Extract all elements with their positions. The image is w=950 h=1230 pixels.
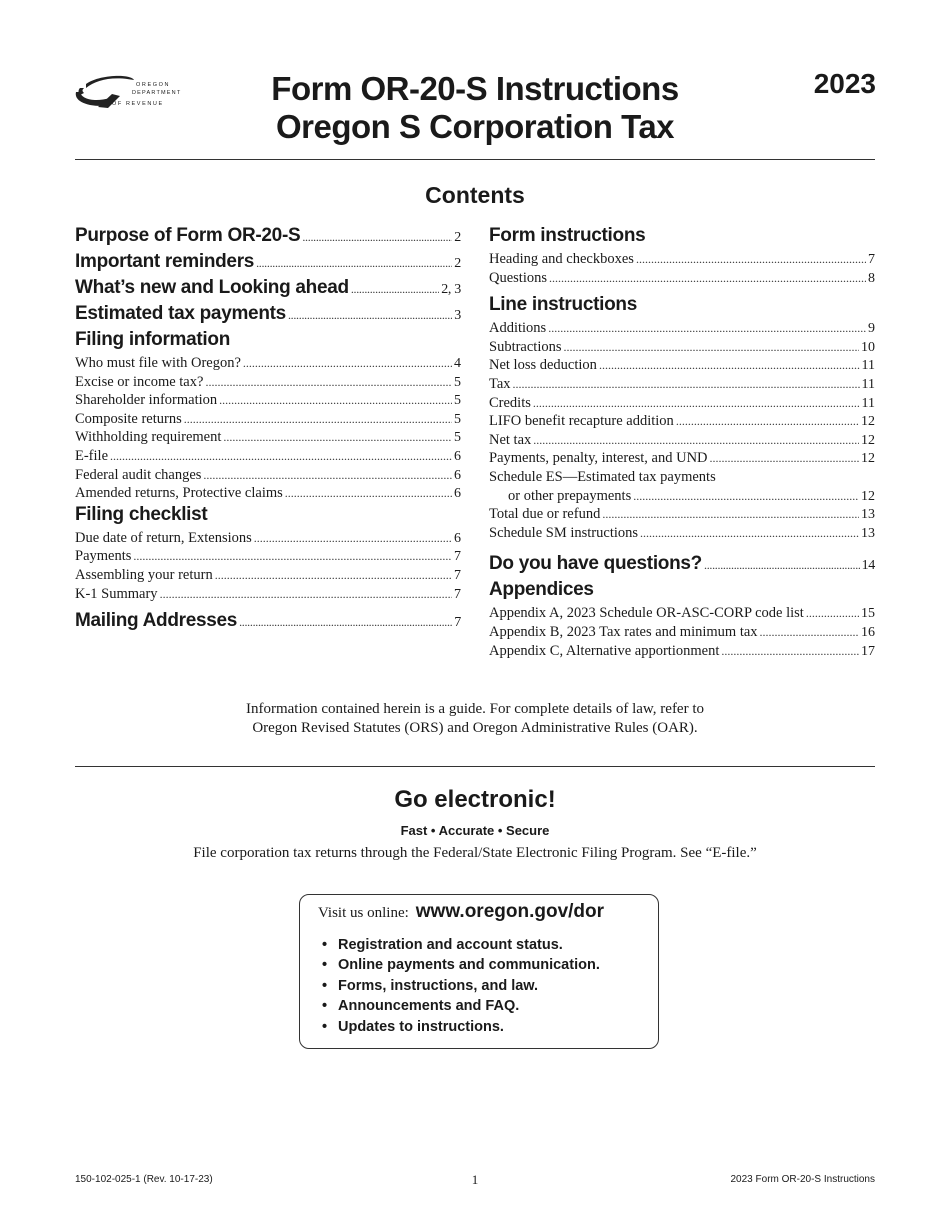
services-list <box>322 937 600 1039</box>
toc-entry[interactable] <box>75 429 461 448</box>
toc-page: 6 <box>454 530 461 546</box>
toc-page: 2 <box>454 230 461 245</box>
toc-label: Excise or income tax? <box>75 373 204 390</box>
toc-entry[interactable] <box>489 339 875 358</box>
toc-label: Withholding requirement <box>75 429 222 446</box>
toc-page: 7 <box>454 567 461 583</box>
toc-page: 5 <box>454 393 461 409</box>
dot-leader <box>806 606 859 621</box>
toc-label: Assembling your return <box>75 566 213 583</box>
toc-page: 12 <box>861 488 875 504</box>
toc-entry[interactable] <box>75 448 461 467</box>
bullet-icon: • <box>322 1018 328 1035</box>
section-heading-filing-information: Filing information <box>75 329 231 350</box>
toc-entry[interactable] <box>75 467 461 486</box>
toc-entry[interactable] <box>75 567 461 586</box>
toc-page: 7 <box>454 615 461 631</box>
toc-entry[interactable] <box>489 376 875 395</box>
toc-label: LIFO benefit recapture addition <box>489 413 674 430</box>
toc-page: 13 <box>861 525 875 541</box>
toc-page: 5 <box>454 411 461 427</box>
toc-entry[interactable] <box>489 450 875 469</box>
list-item-text: Registration and account status. <box>338 937 563 953</box>
toc-entry[interactable] <box>75 303 461 329</box>
toc-label: Federal audit changes <box>75 466 202 483</box>
title-line-2: Oregon S Corporation Tax <box>275 108 675 145</box>
list-item-text: Announcements and FAQ. <box>338 998 520 1015</box>
dot-leader <box>548 321 866 336</box>
disclaimer-line-2: Oregon Revised Statutes (ORS) and Oregon Administrative Rules (OAR). <box>252 720 698 736</box>
toc-page: 3 <box>454 308 461 323</box>
visit-line <box>318 901 604 923</box>
toc-entry[interactable] <box>75 355 461 374</box>
toc-label: Additions <box>489 320 547 337</box>
list-item <box>322 937 600 957</box>
toc-label: Mailing Addresses <box>75 610 238 632</box>
section-heading-form-instructions: Form instructions <box>489 225 646 246</box>
toc-label: Appendix B, 2023 Tax rates and minimum tax <box>489 623 758 640</box>
dot-leader <box>721 644 859 659</box>
dot-leader <box>640 526 859 541</box>
toc-entry[interactable] <box>75 586 461 605</box>
toc-page: 9 <box>868 321 875 337</box>
dot-leader <box>351 282 439 297</box>
toc-entry[interactable] <box>489 413 875 432</box>
toc-label: or other prepayments <box>508 487 632 504</box>
tax-year: 2023 <box>813 68 876 99</box>
footer-page-number: 1 <box>471 1172 479 1187</box>
toc-entry[interactable] <box>75 485 461 504</box>
toc-label: Net loss deduction <box>489 357 597 374</box>
dot-leader <box>288 308 452 323</box>
footer-document-name: 2023 Form OR-20-S Instructions <box>730 1174 875 1185</box>
toc-label: Do you have questions? <box>489 553 702 575</box>
section-heading-line-instructions: Line instructions <box>489 294 637 316</box>
dot-leader <box>599 358 860 373</box>
toc-label: Credits <box>489 394 531 411</box>
go-electronic-tagline: Fast • Accurate • Secure <box>400 823 550 838</box>
toc-entry[interactable] <box>489 432 875 451</box>
section-heading-appendices: Appendices <box>489 579 594 601</box>
dot-leader <box>760 625 859 640</box>
toc-label: Amended returns, Protective claims <box>75 485 283 502</box>
toc-entry[interactable] <box>489 270 875 289</box>
dot-leader <box>710 451 859 466</box>
toc-page: 6 <box>454 467 461 483</box>
toc-entry[interactable] <box>489 357 875 376</box>
toc-label: Net tax <box>489 431 532 448</box>
dot-leader <box>219 393 452 408</box>
list-item <box>322 998 600 1018</box>
toc-label: Questions <box>489 269 547 286</box>
dot-leader <box>513 377 860 392</box>
toc-page: 11 <box>861 376 875 392</box>
toc-entry[interactable] <box>489 553 875 579</box>
toc-left-column <box>75 225 461 636</box>
toc-page: 10 <box>861 339 875 355</box>
toc-label: Total due or refund <box>489 506 601 523</box>
logo-text-line1: OREGON <box>136 82 171 88</box>
dot-leader <box>203 468 452 483</box>
dot-leader <box>549 271 866 286</box>
logo-text-line2: DEPARTMENT <box>132 90 182 96</box>
toc-entry[interactable] <box>75 374 461 393</box>
toc-label: K-1 Summary <box>75 585 158 602</box>
toc-entry[interactable] <box>489 605 875 624</box>
toc-entry[interactable] <box>75 251 461 277</box>
header-divider <box>75 159 875 160</box>
logo-text-line3: OF REVENUE <box>112 101 164 107</box>
toc-page: 8 <box>868 270 875 286</box>
contents-heading: Contents <box>425 182 525 208</box>
section-divider <box>75 766 875 767</box>
toc-page: 12 <box>861 451 875 467</box>
toc-page: 16 <box>861 624 875 640</box>
toc-entry[interactable] <box>75 392 461 411</box>
bullet-icon: • <box>322 957 328 974</box>
toc-entry[interactable] <box>75 610 461 636</box>
dot-leader <box>633 489 859 504</box>
toc-label: Shareholder information <box>75 392 218 409</box>
dot-leader <box>256 256 452 271</box>
dot-leader <box>254 531 452 546</box>
dot-leader <box>564 340 860 355</box>
disclaimer <box>75 700 875 738</box>
online-info-box <box>299 894 659 1049</box>
list-item <box>322 1019 600 1039</box>
toc-entry[interactable] <box>489 251 875 270</box>
toc-entry[interactable] <box>75 411 461 430</box>
dot-leader <box>533 396 860 411</box>
toc-entry[interactable] <box>489 488 875 507</box>
toc-page: 13 <box>861 507 875 523</box>
toc-entry[interactable] <box>489 506 875 525</box>
toc-label: Appendix C, Alternative apportionment <box>489 642 720 659</box>
toc-page: 11 <box>861 395 875 411</box>
toc-label: Heading and checkboxes <box>489 251 634 267</box>
toc-label: Composite returns <box>75 410 182 427</box>
dot-leader <box>602 507 859 522</box>
toc-page: 11 <box>861 358 875 374</box>
toc-page: 2 <box>454 256 461 271</box>
dot-leader <box>533 433 859 448</box>
list-item-text: Updates to instructions. <box>338 1018 504 1035</box>
bullet-icon: • <box>322 977 328 994</box>
list-item <box>322 978 600 998</box>
list-item-text: Forms, instructions, and law. <box>338 977 539 994</box>
visit-label: Visit us online: <box>318 905 409 921</box>
toc-page: 15 <box>861 606 875 622</box>
toc-page: 12 <box>861 432 875 448</box>
toc-entry[interactable] <box>75 225 461 251</box>
toc-label: Appendix A, 2023 Schedule OR-ASC-CORP code list <box>489 605 804 622</box>
go-electronic-title: Go electronic! <box>394 786 556 813</box>
toc-label: What’s new and Looking ahead <box>75 277 349 298</box>
toc-label: Schedule SM instructions <box>489 524 639 541</box>
toc-page: 4 <box>454 356 461 371</box>
title-line-1: Form OR-20-S Instructions <box>271 70 679 107</box>
toc-label: Purpose of Form OR-20-S <box>75 225 301 246</box>
toc-label: Tax <box>489 375 511 392</box>
toc-page: 7 <box>454 549 461 565</box>
toc-right-column <box>489 225 875 661</box>
toc-label: Payments, penalty, interest, and UND <box>489 450 708 467</box>
toc-entry[interactable] <box>489 624 875 643</box>
dot-leader <box>160 587 452 602</box>
dot-leader <box>704 558 860 573</box>
toc-entry[interactable] <box>489 320 875 339</box>
dot-leader <box>110 449 452 464</box>
dot-leader <box>215 568 452 583</box>
toc-label: E-file <box>75 447 109 464</box>
list-item <box>322 957 600 977</box>
section-heading-filing-checklist: Filing checklist <box>75 503 208 525</box>
dot-leader <box>302 230 452 245</box>
toc-entry[interactable] <box>489 395 875 414</box>
dot-leader <box>184 412 452 427</box>
dot-leader <box>239 615 452 630</box>
toc-page: 6 <box>454 448 461 464</box>
dot-leader <box>636 252 866 267</box>
toc-page: 12 <box>861 414 875 430</box>
dot-leader <box>205 375 452 390</box>
go-electronic-description: File corporation tax returns through the Federal/State Electronic Filing Program. See “E-file.” <box>193 845 757 861</box>
spacer <box>489 543 875 553</box>
toc-page: 7 <box>868 252 875 267</box>
dot-leader <box>676 414 859 429</box>
toc-entry[interactable] <box>489 525 875 544</box>
dot-leader <box>223 430 452 445</box>
toc-entry[interactable] <box>75 277 461 303</box>
toc-entry-schedule-es-line1[interactable]: Schedule ES—Estimated tax payments <box>489 468 716 485</box>
toc-page: 2, 3 <box>441 282 461 297</box>
dot-leader <box>243 356 452 371</box>
toc-entry[interactable] <box>75 530 461 549</box>
toc-page: 7 <box>454 586 461 602</box>
toc-label: Subtractions <box>489 338 562 355</box>
bullet-icon: • <box>322 937 328 953</box>
toc-page: 5 <box>454 374 461 390</box>
website-link[interactable]: www.oregon.gov/dor <box>415 901 605 922</box>
list-item-text: Online payments and communication. <box>338 957 600 974</box>
toc-label: Estimated tax payments <box>75 303 286 324</box>
dot-leader <box>285 486 452 501</box>
toc-entry[interactable] <box>489 643 875 662</box>
toc-page: 6 <box>454 486 461 502</box>
toc-label: Payments <box>75 548 132 565</box>
document-title <box>200 70 750 146</box>
toc-label: Who must file with Oregon? <box>75 355 241 371</box>
bullet-icon: • <box>322 998 328 1015</box>
toc-page: 5 <box>454 430 461 446</box>
oregon-dor-logo <box>72 74 182 114</box>
toc-entry[interactable] <box>75 548 461 567</box>
toc-label: Important reminders <box>75 251 255 272</box>
toc-page: 14 <box>861 558 875 574</box>
disclaimer-line-1: Information contained herein is a guide. For complete details of law, refer to <box>245 701 705 717</box>
toc-page: 17 <box>861 643 875 659</box>
dot-leader <box>133 549 452 564</box>
toc-label: Due date of return, Extensions <box>75 529 252 546</box>
footer-form-number: 150-102-025-1 (Rev. 10-17-23) <box>75 1174 213 1185</box>
